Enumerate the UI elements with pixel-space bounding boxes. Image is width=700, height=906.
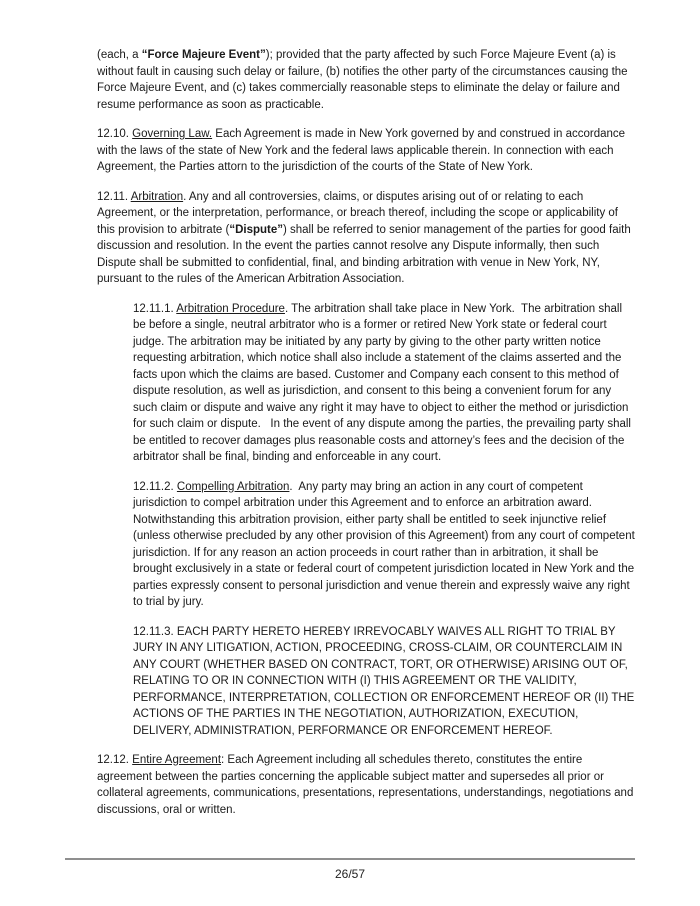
text-run: collateral agreements, communications, presentations, representations, understandings, negotiations and xyxy=(97,787,634,799)
text-run: Dispute shall be submitted to confidential, final, and binding arbitration with venue in New York, NY, xyxy=(97,256,600,269)
text-line xyxy=(97,189,660,206)
text-line xyxy=(97,802,660,819)
text-run: . Any party may bring an action in any court of competent xyxy=(289,480,583,493)
text-run: (each, a xyxy=(97,49,142,61)
text-line xyxy=(133,350,660,367)
text-line xyxy=(133,479,660,496)
text-line xyxy=(133,640,660,657)
text-line xyxy=(97,205,660,222)
text-run: without fault in causing such delay or failure, (b) notifies the other party of the circumstances causing the xyxy=(97,65,628,78)
text-line xyxy=(133,367,660,384)
text-run: : Each Agreement including all schedules thereto, constitutes the entire xyxy=(221,754,583,766)
text-run: discussion and resolution. In the event the parties cannot resolve any Dispute informally, then such xyxy=(97,240,600,252)
underlined-text-run: Governing Law. xyxy=(132,128,213,140)
underlined-text-run: Arbitration Procedure xyxy=(176,302,285,315)
text-line xyxy=(133,416,660,433)
text-run: discussions, oral or written. xyxy=(97,803,236,816)
text-run: ANY COURT (WHETHER BASED ON CONTRACT, TORT, OR OTHERWISE) ARISING OUT OF, xyxy=(133,658,628,671)
text-line xyxy=(97,785,660,802)
text-line xyxy=(97,143,660,160)
underlined-text-run: Compelling Arbitration xyxy=(176,480,290,493)
paragraph-12-11-arbitration xyxy=(97,189,660,288)
text-line xyxy=(133,334,660,351)
text-line xyxy=(133,528,660,545)
underlined-text-run: Entire Agreement xyxy=(132,754,222,766)
paragraph-force-majeure-continuation xyxy=(97,47,660,113)
text-line xyxy=(97,238,660,255)
text-line xyxy=(133,673,660,690)
footer-divider xyxy=(65,858,635,860)
text-line xyxy=(133,449,660,466)
bold-text-run: “Force Majeure Event” xyxy=(141,49,266,61)
text-line xyxy=(97,255,660,272)
text-run: pursuant to the rules of the American Arbitration Association. xyxy=(97,273,405,285)
text-line xyxy=(133,624,660,641)
text-line xyxy=(97,271,660,288)
text-run: 12.12. xyxy=(97,754,133,766)
text-run: Agreement, or the interpretation, performance, or breach thereof, including the scope or applicability of xyxy=(97,207,618,219)
paragraph-12-12-entire-agreement xyxy=(97,752,660,818)
paragraph-12-11-1-arbitration-procedure xyxy=(133,301,660,466)
text-line xyxy=(133,317,660,334)
text-run: 12.11.2. xyxy=(133,480,177,493)
text-run: jurisdiction. If for any reason an action proceeds in court rather than in arbitration, it shall be xyxy=(133,546,599,559)
text-line xyxy=(97,159,660,176)
text-line xyxy=(97,47,660,64)
text-line xyxy=(97,752,660,769)
text-line xyxy=(133,433,660,450)
page-number: 26/57 xyxy=(334,867,366,881)
text-run: be before a single, neutral arbitrator who is a former or retired New York state or federal court xyxy=(133,319,607,331)
paragraph-12-11-3-jury-waiver xyxy=(133,624,660,740)
text-run: ); provided that the party affected by such Force Majeure Event (a) is xyxy=(265,49,616,61)
text-line xyxy=(133,690,660,707)
text-run: resume performance as soon as practicable. xyxy=(97,98,324,111)
document-body xyxy=(97,47,660,831)
text-line xyxy=(133,400,660,417)
text-line xyxy=(133,594,660,611)
text-run: facts upon which the claims are based. Customer and Company each consent to this method of xyxy=(133,368,619,381)
text-run: . Any and all controversies, claims, or disputes arising out of or relating to each xyxy=(183,190,584,203)
underlined-text-run: Arbitration xyxy=(130,190,184,203)
text-line xyxy=(97,126,660,143)
text-run: 12.10. xyxy=(97,128,133,140)
text-run: agreement between the parties concerning the applicable subject matter and supersedes all prior or xyxy=(97,770,604,783)
text-run: jurisdiction to compel arbitration under this Agreement and to enforce an arbitration award. xyxy=(133,497,592,509)
text-run: Agreement, the Parties attorn to the jurisdiction of the courts of the State of New York. xyxy=(97,161,533,173)
text-run: parties expressly consent to personal jurisdiction and venue therein and expressly waive any right xyxy=(133,579,630,592)
text-run: dispute resolution, as well as jurisdiction, and consent to this being a convenient forum for any xyxy=(133,385,612,397)
text-run: ACTIONS OF THE PARTIES IN THE NEGOTIATION, AUTHORIZATION, EXECUTION, xyxy=(133,708,579,720)
text-line xyxy=(133,578,660,595)
text-line xyxy=(97,769,660,786)
text-run: brought exclusively in a state or federal court of competent jurisdiction located in New York and the xyxy=(133,563,635,575)
text-line xyxy=(133,383,660,400)
text-run: ) shall be referred to senior management of the parties for good faith xyxy=(282,223,631,236)
bold-text-run: “Dispute” xyxy=(229,223,283,236)
text-run: such claim or dispute and waive any right it may have to object to either the method or jurisdiction xyxy=(133,401,629,414)
text-line xyxy=(133,545,660,562)
paragraph-12-11-2-compelling-arbitration xyxy=(133,479,660,611)
text-line xyxy=(133,561,660,578)
text-line xyxy=(97,64,660,81)
text-run: RELATING TO OR IN CONNECTION WITH (I) THIS AGREEMENT OR THE VALIDITY, xyxy=(133,675,577,687)
text-run: arbitrator shall be final, binding and enforceable in any court. xyxy=(133,451,442,463)
text-run: judge. The arbitration may be initiated by any party by giving to the other party written notice xyxy=(133,335,601,348)
text-run: (unless otherwise precluded by any other provision of this Agreement) from any court of competent xyxy=(133,530,635,542)
text-line xyxy=(97,80,660,97)
text-run: PERFORMANCE, INTERPRETATION, COLLECTION OR ENFORCEMENT HEREOF OR (II) THE xyxy=(133,691,635,704)
text-run: Each Agreement is made in New York governed by and construed in accordance xyxy=(212,128,626,140)
text-run: this provision to arbitrate ( xyxy=(97,223,230,236)
paragraph-12-10-governing-law xyxy=(97,126,660,176)
text-line xyxy=(133,706,660,723)
text-run: for such claim or dispute. In the event of any dispute among the parties, the prevailing party shall xyxy=(133,418,631,430)
text-run: Notwithstanding this arbitration provision, either party shall be entitled to seek injunctive relief xyxy=(133,513,607,526)
text-line xyxy=(133,657,660,674)
text-run: . The arbitration shall take place in New York. The arbitration shall xyxy=(284,302,623,315)
text-run: 12.11.1. xyxy=(133,302,177,315)
text-run: to trial by jury. xyxy=(133,596,204,608)
text-run: requesting arbitration, which notice shall also include a statement of the claims asserted and the xyxy=(133,352,622,364)
text-line xyxy=(133,495,660,512)
text-line xyxy=(133,512,660,529)
text-line xyxy=(97,97,660,114)
text-run: Force Majeure Event, and (c) takes commercially reasonable steps to eliminate the delay or failure and xyxy=(97,82,620,94)
text-run: 12.11.3. EACH PARTY HERETO HEREBY IRREVOCABLY WAIVES ALL RIGHT TO TRIAL BY xyxy=(133,625,616,638)
text-line xyxy=(97,222,660,239)
text-run: be entitled to recover damages plus reasonable costs and attorney’s fees and the decision of the xyxy=(133,434,625,447)
text-run: DELIVERY, ADMINISTRATION, PERFORMANCE OR ENFORCEMENT HEREOF. xyxy=(133,724,553,737)
text-line xyxy=(133,723,660,740)
text-run: with the laws of the state of New York and the federal laws applicable therein. In connection with each xyxy=(97,144,614,157)
text-run: 12.11. xyxy=(97,190,131,203)
text-line xyxy=(133,301,660,318)
text-run: JURY IN ANY LITIGATION, ACTION, PROCEEDING, CROSS-CLAIM, OR COUNTERCLAIM IN xyxy=(133,642,623,654)
